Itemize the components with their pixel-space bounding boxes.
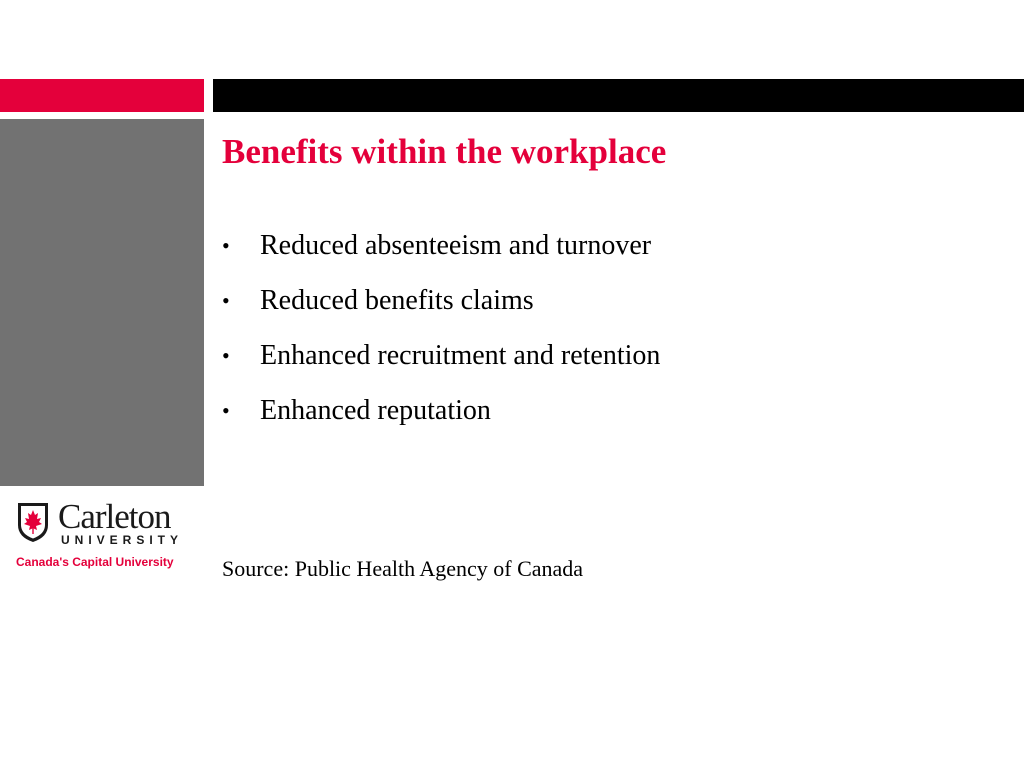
bullet-list	[222, 226, 660, 446]
logo-tagline: Canada's Capital University	[16, 555, 174, 569]
header-black-bar	[213, 79, 1024, 112]
bullet-text: Enhanced reputation	[260, 395, 491, 426]
bullet-dot-icon: •	[222, 233, 230, 258]
bullet-item	[222, 391, 660, 446]
bullet-item	[222, 281, 660, 336]
bullet-item	[222, 336, 660, 391]
bullet-text: Reduced benefits claims	[260, 285, 534, 316]
logo-subtitle: UNIVERSITY	[61, 533, 184, 547]
carleton-logo	[14, 499, 194, 574]
logo-wordmark: Carleton	[58, 497, 171, 536]
bullet-dot-icon: •	[222, 343, 230, 368]
bullet-text: Enhanced recruitment and retention	[260, 340, 661, 371]
bullet-text: Reduced absenteeism and turnover	[260, 230, 652, 261]
bullet-dot-icon: •	[222, 398, 230, 423]
bullet-item	[222, 226, 660, 281]
side-gray-panel	[0, 119, 204, 486]
header-red-bar	[0, 79, 204, 112]
maple-leaf-shield-icon	[16, 501, 50, 543]
source-citation: Source: Public Health Agency of Canada	[222, 556, 584, 581]
bullet-dot-icon: •	[222, 288, 230, 313]
slide-title: Benefits within the workplace	[222, 132, 667, 171]
